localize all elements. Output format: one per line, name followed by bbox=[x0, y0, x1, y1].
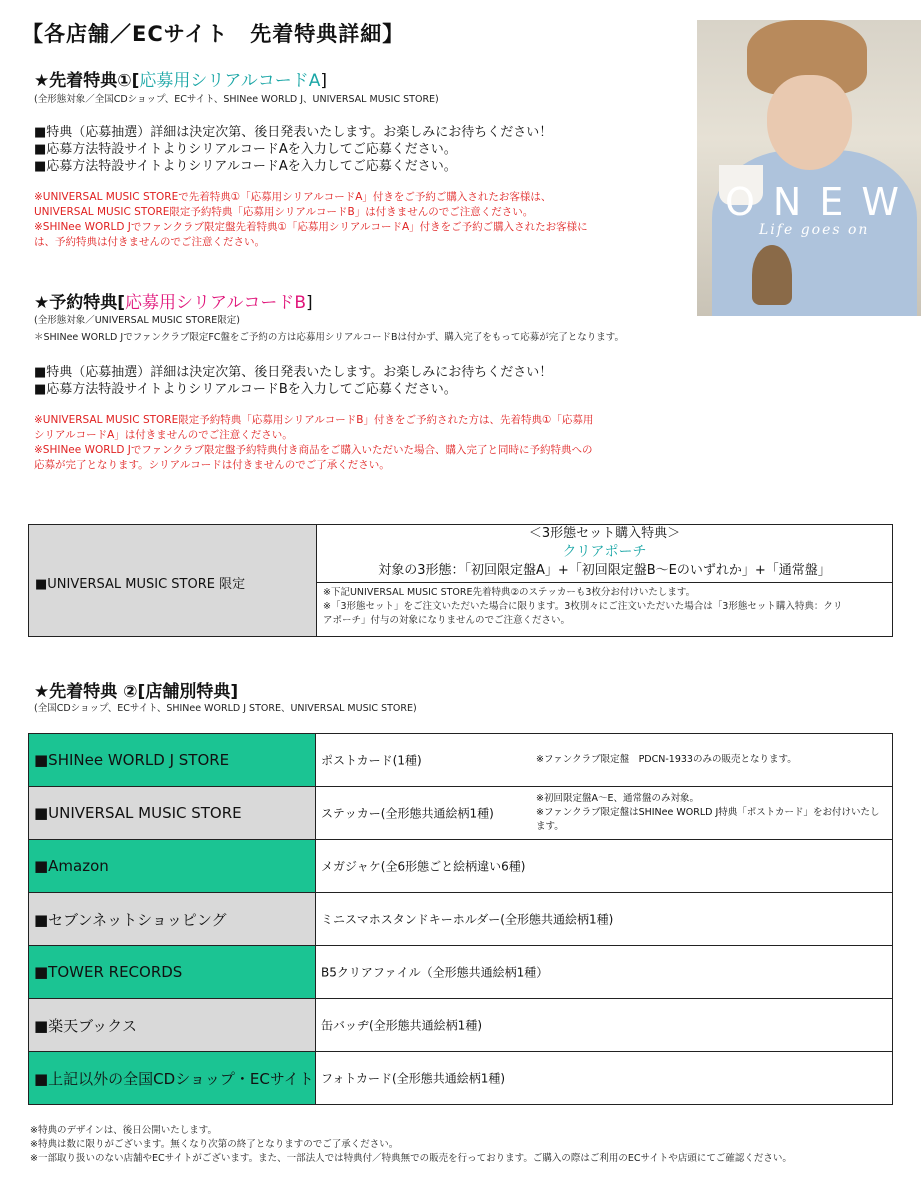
store-benefit: ステッカー(全形態共通絵柄1種) bbox=[321, 806, 494, 821]
universal-set-benefit-item: クリアポーチ bbox=[562, 544, 647, 560]
store-name: ■セブンネットショッピング bbox=[29, 893, 316, 946]
store-benefit-cell bbox=[316, 734, 893, 787]
store-name: ■楽天ブックス bbox=[29, 999, 316, 1052]
section1-heading: ★先着特典①[応募用シリアルコードA] bbox=[34, 71, 327, 91]
store-benefit-note: ※ファンクラブ限定盤 PDCN-1933のみの販売となります。 bbox=[536, 754, 797, 765]
store-benefit: ミニスマホスタンドキーホルダー(全形態共通絵柄1種) bbox=[321, 912, 614, 927]
section1-subtitle: (全形態対象／全国CDショップ、ECサイト、SHINee WORLD J、UNIVERSAL MUSIC STORE) bbox=[34, 94, 439, 105]
section2-body: ■特典（応募抽選）詳細は決定次第、後日発表いたします。お楽しみにお待ちください！ ■応募方法特設サイトよりシリアルコードBを入力してご応募ください。 bbox=[34, 365, 553, 397]
album-cover-image bbox=[697, 20, 921, 316]
store-benefit: 缶バッヂ(全形態共通絵柄1種) bbox=[321, 1018, 482, 1033]
album-artist-logo: ONEW bbox=[725, 180, 917, 224]
store-row bbox=[29, 999, 893, 1052]
store-name: ■Amazon bbox=[29, 840, 316, 893]
section2-subtitle: (全形態対象／UNIVERSAL MUSIC STORE限定) bbox=[34, 315, 240, 326]
store-row bbox=[29, 893, 893, 946]
store-name: ■UNIVERSAL MUSIC STORE bbox=[29, 787, 316, 840]
album-title-logo: Life goes on bbox=[759, 222, 870, 238]
universal-set-benefit-target: 対象の3形態：「初回限定盤A」+「初回限定盤B～Eのいずれか」+「通常盤」 bbox=[378, 563, 831, 578]
store-benefit-cell bbox=[316, 999, 893, 1052]
store-benefits-table bbox=[28, 733, 893, 1105]
section2-heading: ★予約特典[応募用シリアルコードB] bbox=[34, 293, 313, 313]
store-benefit-note: ※初回限定盤A～E、通常盤のみ対象。 ※ファンクラブ限定盤はSHINee WORLD J特典「ポストカード」をお付けいたします。 bbox=[536, 793, 880, 832]
store-name: ■上記以外の全国CDショップ・ECサイト bbox=[29, 1052, 316, 1105]
store-row bbox=[29, 840, 893, 893]
universal-set-notes: ※下記UNIVERSAL MUSIC STORE先着特典②のステッカーも3枚分お付けいたします。 ※「3形態セット」をご注文いただいた場合に限ります。3枚別々にご注文いただいた場合は「3形態セット購入特典：クリ アポーチ」付与の対象になりませんのでご注意ください。 bbox=[323, 587, 843, 626]
section1-notes: ※UNIVERSAL MUSIC STOREで先着特典①「応募用シリアルコードA」付きをご予約ご購入されたお客様は、 UNIVERSAL MUSIC STORE限定予約特典「応募用シリアルコードB」は付きませんのでご注意ください。 ※SHINee WORLD Jでファンクラブ限定盤先着特典①「応募用シリアルコードA」付きをご予約ご購入されたお客様に は、予約特典は付きませんのでご注意ください。 bbox=[34, 191, 588, 248]
section1-body: ■特典（応募抽選）詳細は決定次第、後日発表いたします。お楽しみにお待ちください！ ■応募方法特設サイトよりシリアルコードAを入力してご応募ください。 ■応募方法特設サイトよりシリアルコードAを入力してご応募ください。 bbox=[34, 125, 553, 174]
store-benefit-cell bbox=[316, 1052, 893, 1105]
store-benefit: B5クリアファイル（全形態共通絵柄1種） bbox=[321, 965, 549, 980]
section3-heading: ★先着特典 ②[店舗別特典] bbox=[34, 682, 239, 702]
universal-set-table bbox=[28, 524, 893, 637]
section2-notes: ※UNIVERSAL MUSIC STORE限定予約特典「応募用シリアルコードB」付きをご予約された方は、先着特典①「応募用 シリアルコードA」は付きませんのでご注意ください。 ※SHINee WORLD Jでファンクラブ限定盤予約特典付き商品をご購入いただいた場合、購入完了と同時に予約特典への 応募が完了となります。シリアルコードは付きませんのでご了承ください。 bbox=[34, 414, 594, 471]
store-row bbox=[29, 734, 893, 787]
universal-set-benefit-cell bbox=[317, 525, 892, 583]
store-benefit: フォトカード(全形態共通絵柄1種) bbox=[321, 1071, 506, 1086]
store-benefit: ポストカード(1種) bbox=[321, 753, 422, 768]
store-benefit-cell bbox=[316, 787, 893, 840]
store-benefit-cell bbox=[316, 946, 893, 999]
section2-note: ＊SHINee WORLD Jでファンクラブ限定FC盤をご予約の方は応募用シリアルコードBは付かず、購入完了をもって応募が完了となります。 bbox=[34, 332, 625, 343]
store-benefit-cell bbox=[316, 893, 893, 946]
store-row bbox=[29, 787, 893, 840]
footer-notes: ※特典のデザインは、後日公開いたします。 ※特典は数に限りがございます。無くなり次第の終了となりますのでご了承ください。 ※一部取り扱いのない店舗やECサイトがございます。また、一部法人では特典付／特典無での販売を行っております。ご購入の際はご利用のECサイトや店頭にてご確認ください。 bbox=[30, 1125, 792, 1164]
store-row bbox=[29, 1052, 893, 1105]
store-row bbox=[29, 946, 893, 999]
page-title: 【各店舗／ECサイト 先着特典詳細】 bbox=[22, 22, 405, 46]
store-benefit-cell bbox=[316, 840, 893, 893]
store-name: ■TOWER RECORDS bbox=[29, 946, 316, 999]
section3-subtitle: (全国CDショップ、ECサイト、SHINee WORLD J STORE、UNIVERSAL MUSIC STORE) bbox=[34, 703, 417, 714]
universal-set-label: ■UNIVERSAL MUSIC STORE 限定 bbox=[35, 577, 246, 592]
store-name: ■SHINee WORLD J STORE bbox=[29, 734, 316, 787]
universal-set-benefit-title: ＜3形態セット購入特典＞ bbox=[528, 526, 681, 541]
universal-set-label-cell bbox=[29, 525, 317, 636]
store-benefit: メガジャケ(全6形態ごと絵柄違い6種) bbox=[321, 859, 526, 874]
